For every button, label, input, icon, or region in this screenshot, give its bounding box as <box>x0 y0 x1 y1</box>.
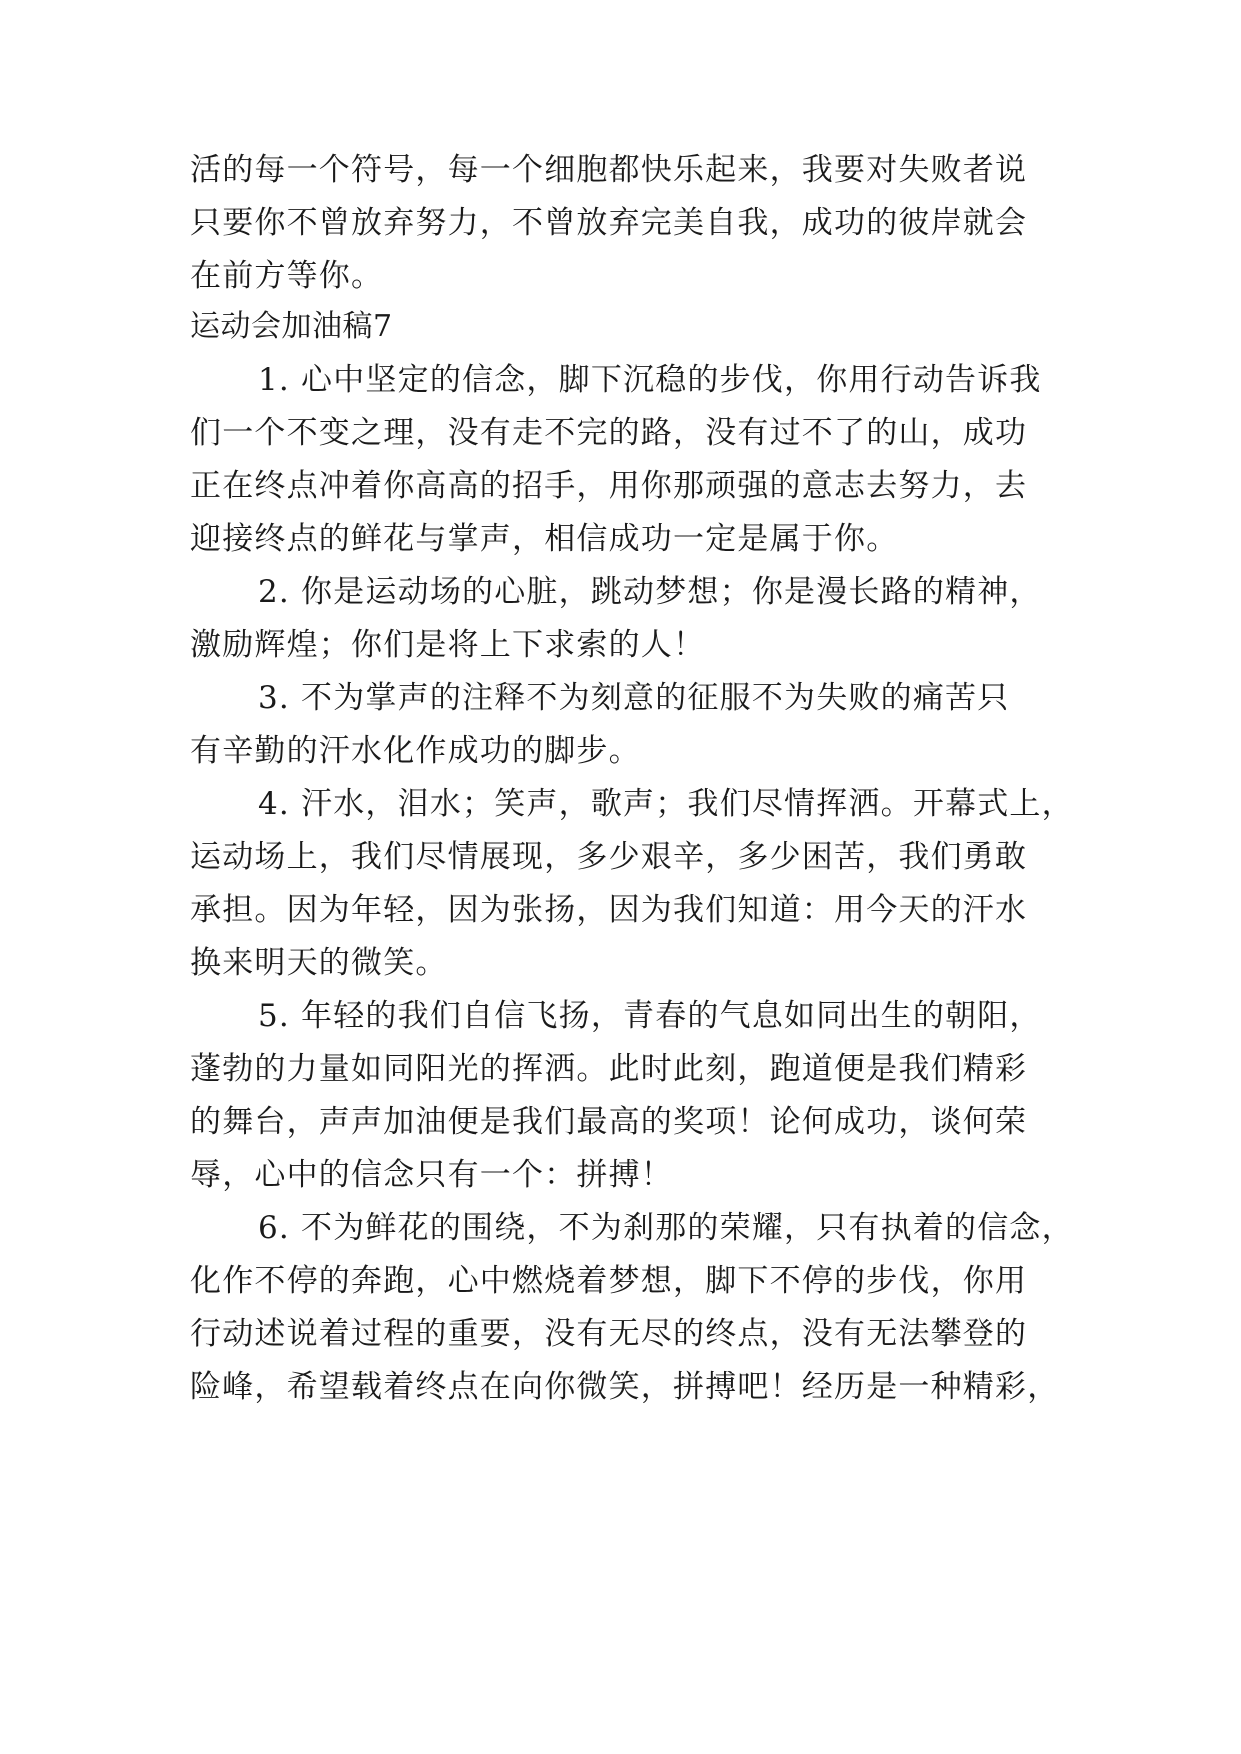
item-1-line: 正在终点冲着你高高的招手，用你那顽强的意志去努力，去 <box>190 468 1028 504</box>
item-5-line: 5. 年轻的我们自信飞扬，青春的气息如同出生的朝阳， <box>258 998 1042 1034</box>
item-6-line: 6. 不为鲜花的围绕，不为刹那的荣耀，只有执着的信念， <box>258 1210 1074 1246</box>
item-4-line: 换来明天的微笑。 <box>190 945 448 981</box>
item-4-line: 4. 汗水，泪水；笑声，歌声；我们尽情挥洒。开幕式上， <box>258 786 1074 822</box>
section-title: 运动会加油稿7 <box>190 309 393 344</box>
item-6-line: 化作不停的奔跑，心中燃烧着梦想，脚下不停的步伐，你用 <box>190 1263 1028 1299</box>
item-5-line: 蓬勃的力量如同阳光的挥洒。此时此刻，跑道便是我们精彩 <box>190 1051 1028 1087</box>
item-5-line: 辱，心中的信念只有一个：拼搏！ <box>190 1157 673 1193</box>
item-3-line: 3. 不为掌声的注释不为刻意的征服不为失败的痛苦只 <box>258 680 1010 716</box>
paragraph-line: 在前方等你。 <box>190 258 384 294</box>
paragraph-line: 活的每一个符号，每一个细胞都快乐起来，我要对失败者说 <box>190 152 1028 188</box>
item-2-line: 激励辉煌；你们是将上下求索的人！ <box>190 627 706 663</box>
item-3-line: 有辛勤的汗水化作成功的脚步。 <box>190 733 641 769</box>
item-1-line: 1. 心中坚定的信念，脚下沉稳的步伐，你用行动告诉我 <box>258 362 1042 398</box>
item-6-line: 行动述说着过程的重要，没有无尽的终点，没有无法攀登的 <box>190 1316 1028 1352</box>
item-5-line: 的舞台，声声加油便是我们最高的奖项！论何成功，谈何荣 <box>190 1104 1028 1140</box>
paragraph-line: 只要你不曾放弃努力，不曾放弃完美自我，成功的彼岸就会 <box>190 205 1028 241</box>
item-4-line: 运动场上，我们尽情展现，多少艰辛，多少困苦，我们勇敢 <box>190 839 1028 875</box>
item-2-line: 2. 你是运动场的心脏，跳动梦想；你是漫长路的精神， <box>258 574 1042 610</box>
item-1-line: 们一个不变之理，没有走不完的路，没有过不了的山，成功 <box>190 415 1028 451</box>
item-6-line: 险峰，希望载着终点在向你微笑，拼搏吧！经历是一种精彩， <box>190 1369 1060 1405</box>
item-1-line: 迎接终点的鲜花与掌声，相信成功一定是属于你。 <box>190 521 899 557</box>
item-4-line: 承担。因为年轻，因为张扬，因为我们知道：用今天的汗水 <box>190 892 1028 928</box>
